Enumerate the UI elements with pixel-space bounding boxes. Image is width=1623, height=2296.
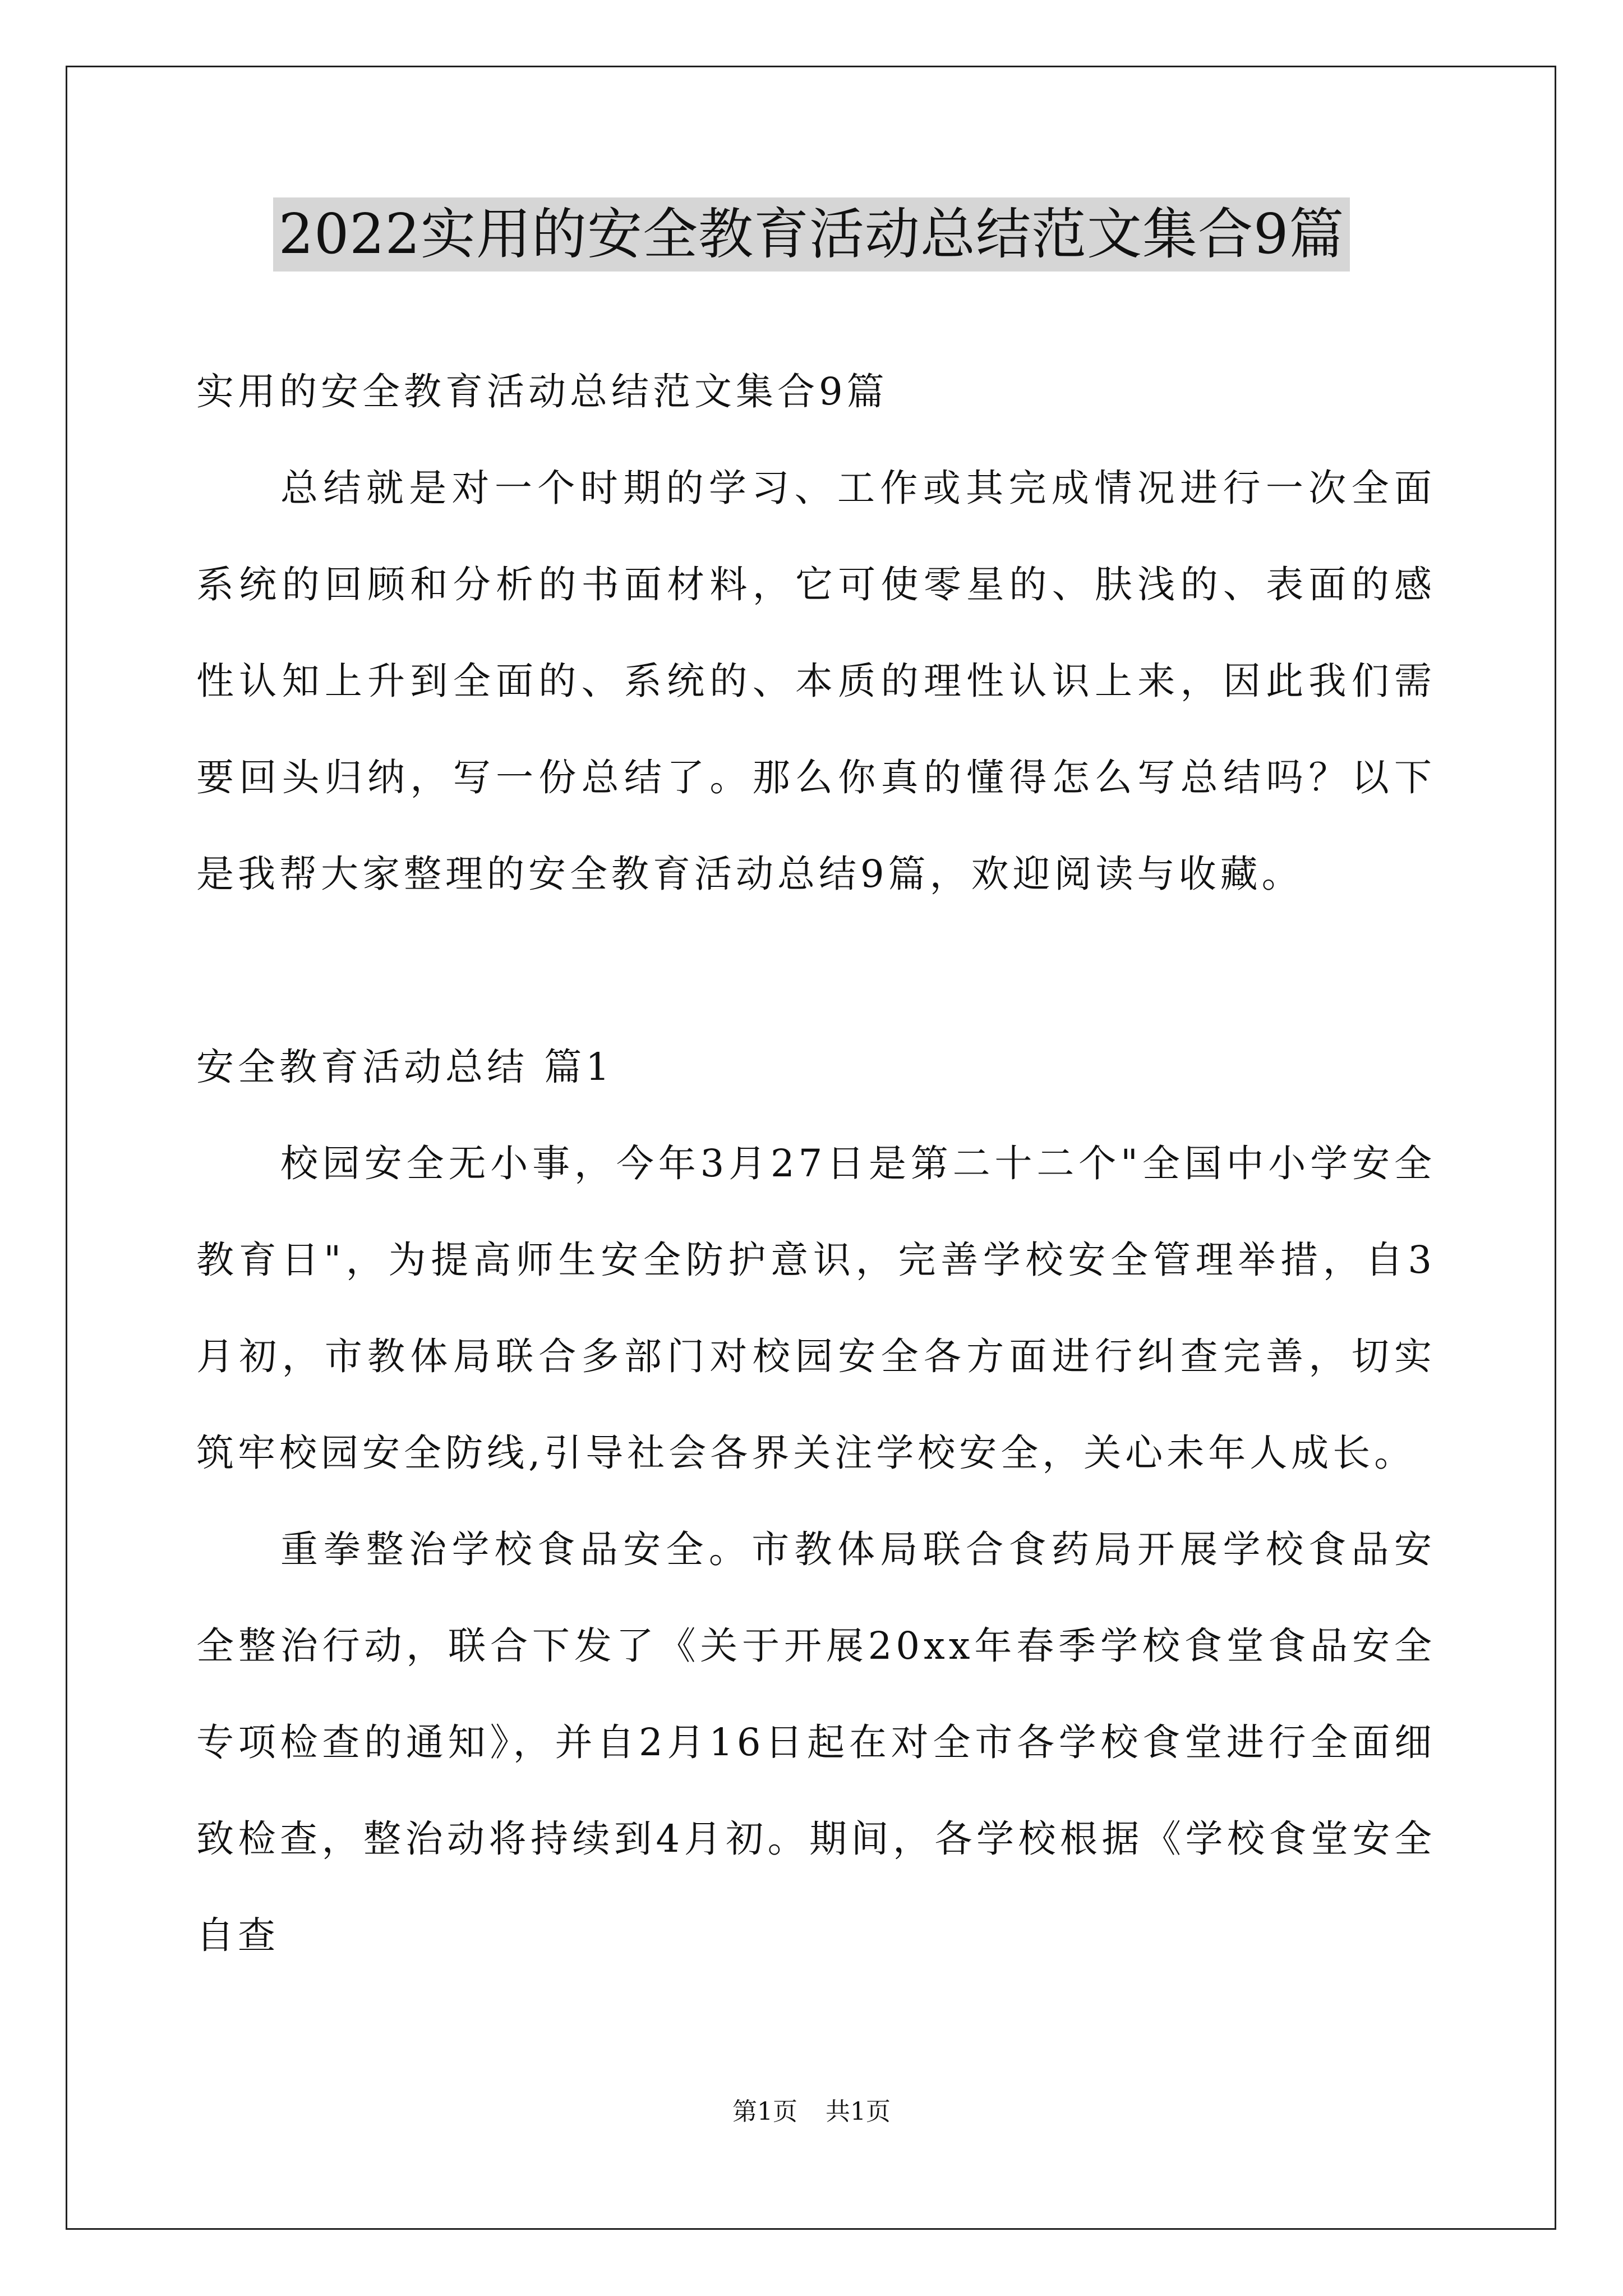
page-number-current: 第1页 bbox=[732, 2097, 797, 2126]
title-container bbox=[0, 197, 1623, 272]
section-spacer bbox=[196, 922, 1436, 1019]
document-body bbox=[196, 343, 1436, 1984]
section-heading: 安全教育活动总结 篇1 bbox=[196, 1045, 614, 1089]
document-subtitle: 实用的安全教育活动总结范文集合9篇 bbox=[196, 370, 888, 413]
body-paragraph: 校园安全无小事，今年3月27日是第二十二个"全国中小学安全教育日"，为提高师生安全防护意识，完善学校安全管理举措，自3月初，市教体局联合多部门对校园安全各方面进行纠查完善，切实筑牢校园安全防线,引导社会各界关注学校安全，关心未年人成长。 bbox=[196, 1142, 1436, 1475]
intro-paragraph: 总结就是对一个时期的学习、工作或其完成情况进行一次全面系统的回顾和分析的书面材料，它可使零星的、肤浅的、表面的感性认知上升到全面的、系统的、本质的理性认识上来，因此我们需要回头归纳，写一份总结了。那么你真的懂得怎么写总结吗？以下是我帮大家整理的安全教育活动总结9篇，欢迎阅读与收藏。 bbox=[196, 466, 1436, 896]
page-number-total: 共1页 bbox=[826, 2097, 891, 2126]
page-footer bbox=[0, 2095, 1623, 2129]
body-paragraph: 重拳整治学校食品安全。市教体局联合食药局开展学校食品安全整治行动，联合下发了《关于开展20xx年春季学校食堂食品安全专项检查的通知》，并自2月16日起在对全市各学校食堂进行全面细致检查，整治动将持续到4月初。期间，各学校根据《学校食堂安全自查 bbox=[196, 1527, 1436, 1957]
document-title: 2022实用的安全教育活动总结范文集合9篇 bbox=[273, 197, 1350, 272]
